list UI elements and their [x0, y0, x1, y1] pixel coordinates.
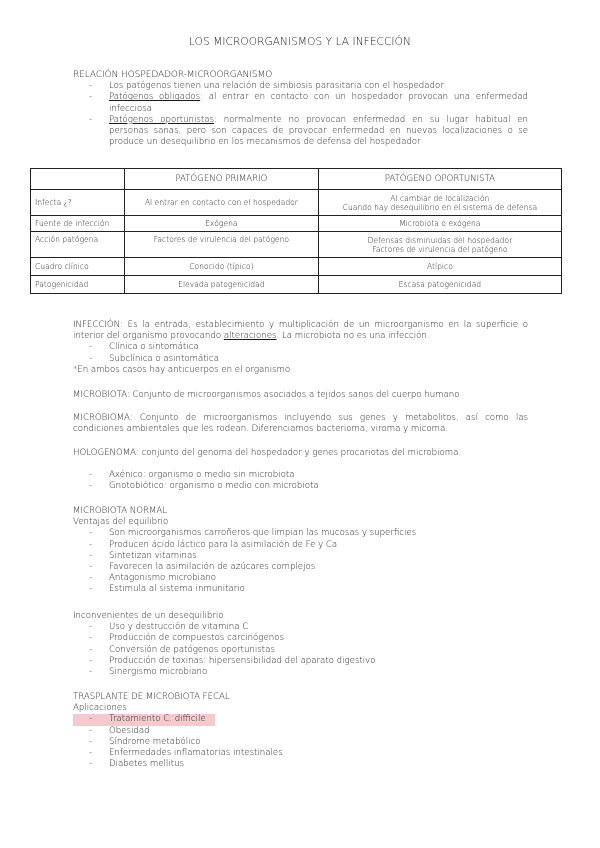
infeccion-section — [73, 320, 528, 376]
aplicaciones-list — [73, 714, 528, 770]
hologenoma-section — [73, 448, 528, 493]
list-item: - Estimula al sistema inmunitario — [73, 584, 528, 595]
microbioma-definition: MICROBIOMA: Conjunto de microorganismos incluyendo sus genes y metabolitos, así como las condiciones ambientales que les rodean. Diferenciamos bacterioma, viroma y micoma. — [73, 413, 528, 435]
section-heading: MICROBIOTA NORMAL — [73, 506, 168, 516]
table-row — [31, 258, 562, 276]
table-row — [31, 232, 562, 258]
list-item: - Enfermedades inflamatorias intestinales — [73, 748, 528, 759]
hologenoma-list — [73, 470, 528, 492]
list-item: - Diabetes mellitus — [73, 759, 528, 770]
section-heading: TRASPLANTE DE MICROBIOTA FECAL — [73, 692, 230, 702]
primario-cell: Al entrar en contacto con el hospedador — [125, 190, 319, 216]
list-item: - Conversión de patógenos oportunistas — [73, 645, 528, 656]
oportunista-cell — [318, 190, 561, 216]
list-item: - Producen ácido láctico para la asimilación de Fe y Ca — [73, 540, 528, 551]
oportunista-cell — [318, 232, 561, 258]
list-item — [73, 115, 528, 149]
section-subheading: Ventajas del equilibrio — [73, 517, 169, 528]
infeccion-paragraph — [73, 320, 528, 342]
list-item: - Clínica o sintomática — [73, 342, 528, 353]
cell-line: Factores de virulencia del patógeno — [372, 244, 508, 254]
row-label: Cuadro clínico — [31, 258, 125, 276]
cell-line: Cuando hay desequilibrio en el sistema de defensa — [342, 202, 538, 212]
oportunista-cell: Microbiota o exógena — [318, 216, 561, 232]
primario-cell: Factores de virulencia del patógeno — [125, 232, 319, 258]
trasplante-section — [73, 692, 528, 770]
table-header-row — [31, 169, 562, 190]
microbiota-normal-section — [73, 506, 528, 596]
row-label: Acción patógena — [31, 232, 125, 258]
list-item: - Antagonismo microbiano — [73, 573, 528, 584]
microbiota-definition: MICROBIOTA: Conjunto de microorganismos asociados a tejidos sanos del cuerpo humano — [73, 390, 460, 400]
cell-line: Defensas disminuidas del hospedador — [367, 235, 513, 245]
page-title: LOS MICROORGANISMOS Y LA INFECCIÓN — [189, 36, 411, 48]
primario-cell: Conocido (típico) — [125, 258, 319, 276]
underlined-term: alteraciones — [223, 331, 277, 342]
infeccion-list — [73, 342, 528, 364]
relacion-section — [73, 70, 528, 148]
list-item: - Obesidad — [73, 726, 528, 737]
list-item: - Axénico: organismo o medio sin microbiota — [73, 470, 528, 481]
list-item: - Son microorganismos carroñeros que limpian las mucosas y superficies — [73, 528, 528, 539]
list-item: - Gnotobiótico: organismo o medio con microbiota — [73, 481, 528, 492]
cell-line: Al cambiar de localización — [390, 193, 490, 203]
section-subheading: Aplicaciones — [73, 703, 127, 714]
table-header: PATÓGENO PRIMARIO — [125, 169, 319, 190]
list-item: - Síndrome metabólico — [73, 737, 528, 748]
primario-cell: Elevada patogenicidad — [125, 276, 319, 294]
list-item: - Uso y destrucción de vitamina C — [73, 622, 528, 633]
comparison-table — [30, 168, 562, 294]
list-item: - Subclínica o asintomática — [73, 354, 528, 365]
section-subheading: Inconvenientes de un desequilibrio — [73, 611, 224, 621]
table-row — [31, 276, 562, 294]
row-label: Patogenicidad — [31, 276, 125, 294]
list-item-text: : normalmente no provocan enfermedad en su lugar habitual en personas sanas, pero son capaces de provocar enfermedad en nuevas localizaciones o se produce un desequilibrio en los mecanismos de defensa del hospedador — [109, 114, 528, 148]
paragraph-text: INFECCIÓN: Es la entrada, establecimiento y multiplicación de un microorganismo en la superficie o interior del organismo provocando — [73, 320, 528, 342]
list-item: - Favorecen la asimilación de azúcares complejos — [73, 562, 528, 573]
relacion-list — [73, 81, 528, 148]
table-row — [31, 190, 562, 216]
term-oportunistas: Patógenos oportunistas — [109, 114, 214, 125]
row-label: Fuente de infección — [31, 216, 125, 232]
inconvenientes-list — [73, 622, 528, 678]
term-obligados: Patógenos obligados — [109, 92, 201, 103]
list-item: - Sinergismo microbiano — [73, 667, 528, 678]
oportunista-cell: Atípico — [318, 258, 561, 276]
relacion-heading: RELACIÓN HOSPEDADOR-MICROORGANISMO — [73, 70, 273, 80]
list-item-text: Los patógenos tienen una relación de simbiosis parasitaria con el hospedador — [109, 81, 444, 92]
primario-cell: Exógena — [125, 216, 319, 232]
list-item: - Producción de toxinas: hipersensibilidad del aparato digestivo — [73, 656, 528, 667]
oportunista-cell: Escasa patogenicidad — [318, 276, 561, 294]
table-header: PATÓGENO OPORTUNISTA — [318, 169, 561, 190]
hologenoma-definition: HOLOGENOMA: conjunto del genoma del hospedador y genes procariotas del microbioma. — [73, 448, 462, 458]
list-item — [73, 92, 528, 114]
list-item: - Sintetizan vitaminas — [73, 551, 528, 562]
list-item — [73, 81, 528, 92]
list-item: - Producción de compuestos carcinógenos — [73, 633, 528, 644]
table-row — [31, 216, 562, 232]
inconvenientes-section — [73, 611, 528, 678]
list-item-highlighted: - Tratamiento C. difficile — [73, 714, 215, 725]
table-header — [31, 169, 125, 190]
ventajas-list — [73, 528, 528, 595]
row-label: Infecta ¿? — [31, 190, 125, 216]
infeccion-note: *En ambos casos hay anticuerpos en el organismo — [73, 364, 291, 375]
list-item-text: : al entrar en contacto con un hospedador provocan una enfermedad infecciosa — [109, 92, 528, 114]
paragraph-text: . La microbiota no es una infección. — [276, 331, 430, 342]
